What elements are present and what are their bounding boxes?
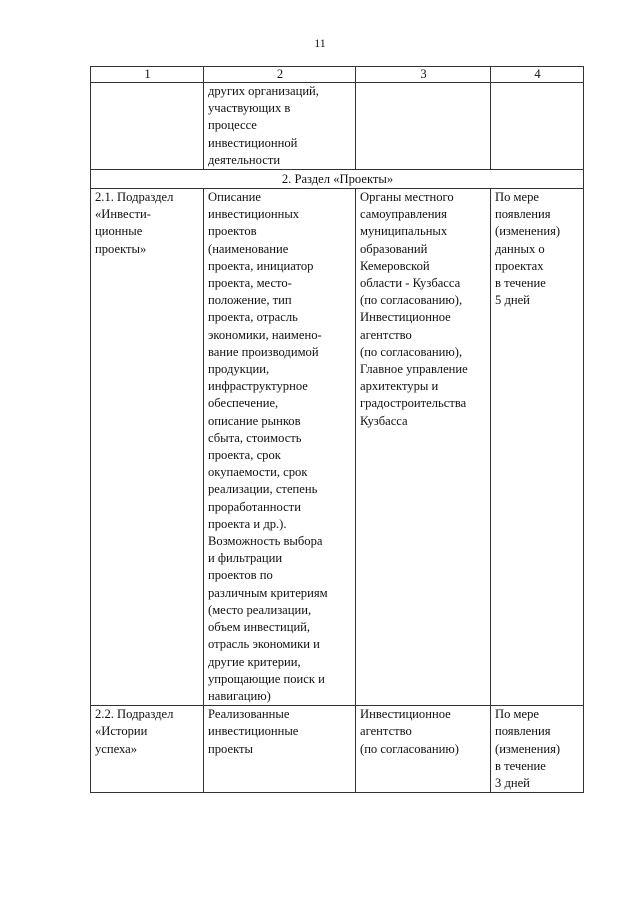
cell-line: ционные	[95, 224, 143, 239]
cell-line: реализации, степень	[208, 482, 318, 497]
cell-line: Кемеровской	[360, 258, 430, 273]
header-col-2: 2	[204, 67, 356, 83]
cell-line: обеспечение,	[208, 396, 279, 411]
cell-line: (изменения)	[495, 224, 561, 239]
cell-line: муниципальных	[360, 224, 448, 239]
cell-line: Описание	[208, 190, 261, 205]
update-period	[491, 706, 584, 793]
cell-line: проектах	[495, 258, 544, 273]
cell-line: появления	[495, 207, 551, 222]
cell-line: проработанности	[208, 499, 301, 514]
cell-line: По мере	[495, 707, 539, 722]
cell-line: По мере	[495, 190, 539, 205]
cell-line: агентство	[360, 327, 412, 342]
cell-line: деятельности	[208, 152, 281, 167]
cell-line: проекта, место-	[208, 276, 292, 291]
cell-line: проекты»	[95, 241, 147, 256]
cell-line: положение, тип	[208, 293, 292, 308]
cell-line: навигацию)	[208, 688, 271, 703]
header-col-4: 4	[491, 67, 584, 83]
continuation-row	[91, 83, 584, 170]
cell-line: (по согласованию),	[360, 344, 463, 359]
continuation-col-4	[491, 83, 584, 170]
cell-line: инвестиционных	[208, 207, 300, 222]
cell-line: проекта, срок	[208, 448, 281, 463]
subsection-name	[91, 189, 204, 706]
subsection-content	[204, 189, 356, 706]
cell-line: архитектуры и	[360, 379, 439, 394]
cell-line: Инвестиционное	[360, 310, 451, 325]
cell-line: другие критерии,	[208, 654, 301, 669]
cell-line: в течение	[495, 758, 546, 773]
table-header-row	[91, 67, 584, 83]
cell-line: инфраструктурное	[208, 379, 308, 394]
responsible-bodies	[356, 189, 491, 706]
cell-line: Инвестиционное	[360, 707, 451, 722]
cell-line: (место реализации,	[208, 602, 312, 617]
cell-line: описание рынков	[208, 413, 301, 428]
cell-line: успеха»	[95, 741, 138, 756]
cell-line: в течение	[495, 276, 546, 291]
cell-line: градостроительства	[360, 396, 467, 411]
cell-line: 2.1. Подраздел	[95, 190, 174, 205]
table-row	[91, 189, 584, 706]
cell-line: процессе	[208, 118, 257, 133]
subsection-content	[204, 706, 356, 793]
cell-line: «Истории	[95, 724, 148, 739]
cell-line: других организаций,	[208, 84, 319, 98]
cell-line: Кузбасса	[360, 413, 408, 428]
cell-line: объем инвестиций,	[208, 620, 311, 635]
cell-line: инвестиционные	[208, 724, 299, 739]
cell-line: участвующих в	[208, 101, 291, 116]
cell-line: (наименование	[208, 241, 289, 256]
cell-line: 5 дней	[495, 293, 530, 308]
cell-line: (изменения)	[495, 741, 561, 756]
document-table	[90, 66, 584, 793]
cell-line: Реализованные	[208, 707, 290, 722]
cell-line: продукции,	[208, 362, 270, 377]
cell-line: «Инвести-	[95, 207, 151, 222]
cell-line: образований	[360, 241, 428, 256]
cell-line: инвестиционной	[208, 135, 298, 150]
cell-line: 3 дней	[495, 775, 530, 790]
cell-line: данных о	[495, 241, 545, 256]
continuation-col-2	[204, 83, 356, 170]
cell-line: появления	[495, 724, 551, 739]
cell-line: вание производимой	[208, 344, 319, 359]
cell-line: проектов по	[208, 568, 273, 583]
cell-line: Главное управление	[360, 362, 468, 377]
cell-line: проектов	[208, 224, 257, 239]
continuation-col-3	[356, 83, 491, 170]
cell-line: (по согласованию),	[360, 293, 463, 308]
header-col-3: 3	[356, 67, 491, 83]
cell-line: различным критериям	[208, 585, 328, 600]
cell-line: самоуправления	[360, 207, 447, 222]
cell-line: 2.2. Подраздел	[95, 707, 174, 722]
header-col-1: 1	[91, 67, 204, 83]
responsible-bodies	[356, 706, 491, 793]
page-number: 11	[314, 36, 326, 50]
cell-line: упрощающие поиск и	[208, 671, 325, 686]
cell-line: окупаемости, срок	[208, 465, 308, 480]
table-row	[91, 706, 584, 793]
section-row	[91, 170, 584, 189]
cell-line: проекта, отрасль	[208, 310, 298, 325]
cell-line: проекта, инициатор	[208, 258, 314, 273]
cell-line: области - Кузбасса	[360, 276, 461, 291]
cell-line: проекты	[208, 741, 253, 756]
cell-line: экономики, наимено-	[208, 327, 322, 342]
cell-line: проекта и др.).	[208, 516, 287, 531]
section-title: 2. Раздел «Проекты»	[91, 170, 584, 189]
cell-line: и фильтрации	[208, 551, 283, 566]
cell-line: (по согласованию)	[360, 741, 460, 756]
cell-line: сбыта, стоимость	[208, 430, 302, 445]
cell-line: Возможность выбора	[208, 534, 323, 549]
cell-line: отрасль экономики и	[208, 637, 320, 652]
cell-line: Органы местного	[360, 190, 454, 205]
continuation-col-1	[91, 83, 204, 170]
update-period	[491, 189, 584, 706]
subsection-name	[91, 706, 204, 793]
cell-line: агентство	[360, 724, 412, 739]
